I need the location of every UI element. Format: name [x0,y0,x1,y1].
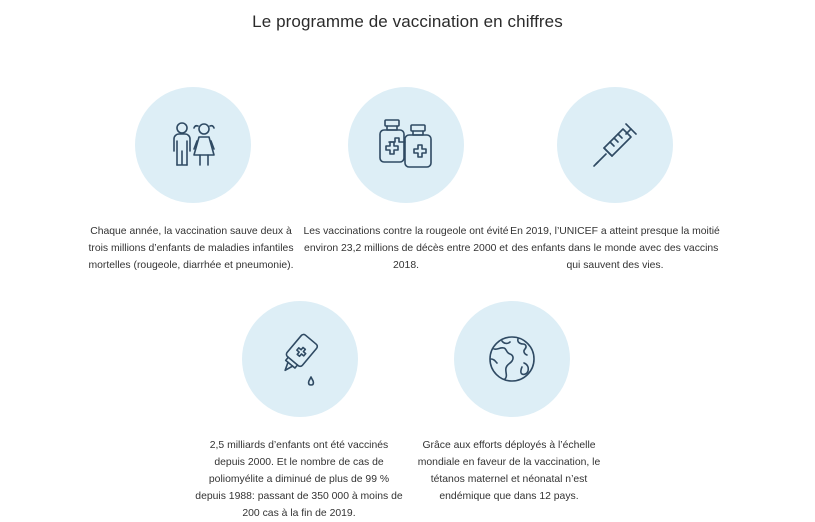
stat-text: En 2019, l’UNICEF a atteint presque la moitié des enfants dans le monde avec des vaccins qui sauvent des vies. [510,226,720,271]
icon-circle [348,87,464,203]
icon-circle [454,301,570,417]
vaccine-bottles-icon [373,112,439,178]
stat-card-children [86,87,296,274]
stat-text: 2,5 milliards d’enfants ont été vaccinés depuis 2000. Et le nombre de cas de poliomyélite a diminué de plus de 99 % depuis 1988: passant de 350 000 à moins de 200 cas à la fin de 2019. [195,440,403,519]
stat-card-tetanus [404,301,614,505]
stat-card-unicef-reach [510,87,720,274]
stat-text: Grâce aux efforts déployés à l’échelle mondiale en faveur de la vaccination, le tétanos maternel et néonatal n’est endémique que dans 12 pays. [417,440,601,502]
globe-icon [482,329,542,389]
icon-circle [242,301,358,417]
page-title: Le programme de vaccination en chiffres [252,12,563,31]
icon-circle [135,87,251,203]
children-icon [163,115,223,175]
syringe-icon [585,115,645,175]
oral-vaccine-dropper-icon [270,329,330,389]
stat-card-measles [301,87,511,274]
stat-text: Les vaccinations contre la rougeole ont évité environ 23,2 millions de décès entre 2000 et 2018. [303,226,509,271]
stat-text: Chaque année, la vaccination sauve deux à trois millions d’enfants de maladies infantiles mortelles (rougeole, diarrhée et pneumonie). [88,226,294,271]
icon-circle [557,87,673,203]
stat-card-polio [194,301,404,522]
